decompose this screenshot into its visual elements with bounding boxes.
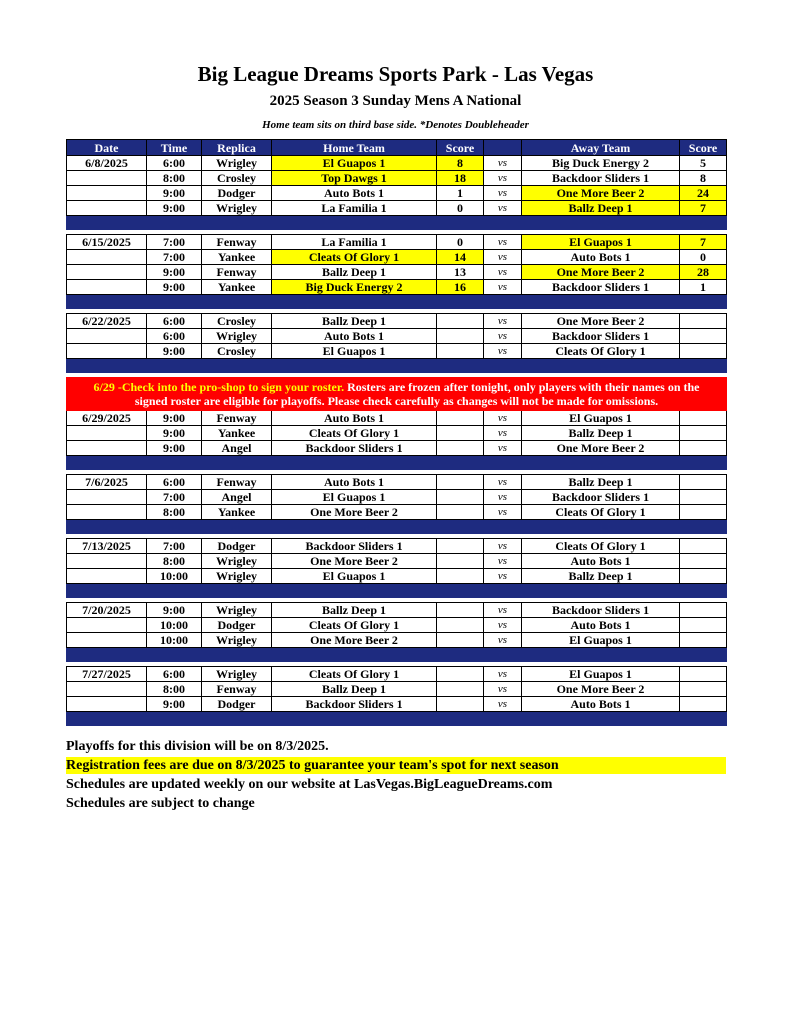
away-score-cell: 1: [680, 280, 727, 295]
game-row: [67, 411, 727, 426]
date-cell: [67, 633, 147, 648]
time-cell: 9:00: [147, 265, 202, 280]
time-cell: 8:00: [147, 171, 202, 186]
vs-cell: vs: [484, 441, 522, 456]
away-score-cell: 7: [680, 201, 727, 216]
replica-cell: Yankee: [202, 280, 272, 295]
game-row: [67, 265, 727, 280]
time-cell: 7:00: [147, 539, 202, 554]
date-cell: [67, 280, 147, 295]
game-row: [67, 667, 727, 682]
game-row: [67, 314, 727, 329]
date-cell: [67, 171, 147, 186]
replica-cell: Wrigley: [202, 569, 272, 584]
home-score-cell: [437, 426, 484, 441]
away-team-cell: Auto Bots 1: [522, 250, 680, 265]
game-row: [67, 344, 727, 359]
vs-cell: vs: [484, 554, 522, 569]
vs-cell: vs: [484, 171, 522, 186]
away-team-cell: Big Duck Energy 2: [522, 156, 680, 171]
document-header: [0, 0, 791, 132]
date-cell: [67, 505, 147, 520]
roster-notice-body: Rosters are frozen after tonight, only players with their names on the signed roster are eligible for playoffs. Please check carefully as changes will not be made for omissions.: [134, 380, 700, 408]
subject-to-change-note: Schedules are subject to change: [66, 795, 255, 811]
home-team-cell: Ballz Deep 1: [272, 682, 437, 697]
date-cell: 6/29/2025: [67, 411, 147, 426]
home-score-cell: 18: [437, 171, 484, 186]
time-cell: 6:00: [147, 329, 202, 344]
game-row: [67, 554, 727, 569]
time-cell: 7:00: [147, 250, 202, 265]
replica-cell: Fenway: [202, 265, 272, 280]
replica-cell: Wrigley: [202, 201, 272, 216]
game-row: [67, 603, 727, 618]
time-cell: 7:00: [147, 490, 202, 505]
vs-cell: vs: [484, 505, 522, 520]
game-row: [67, 633, 727, 648]
week-separator: [67, 359, 727, 373]
schedule-table: [66, 139, 727, 731]
vs-cell: vs: [484, 250, 522, 265]
time-cell: 9:00: [147, 201, 202, 216]
home-score-cell: [437, 411, 484, 426]
time-cell: 9:00: [147, 603, 202, 618]
away-score-cell: [680, 539, 727, 554]
vs-cell: vs: [484, 682, 522, 697]
time-cell: 8:00: [147, 682, 202, 697]
away-score-cell: [680, 441, 727, 456]
date-cell: [67, 265, 147, 280]
replica-cell: Yankee: [202, 505, 272, 520]
away-team-cell: One More Beer 2: [522, 314, 680, 329]
home-team-cell: Auto Bots 1: [272, 186, 437, 201]
game-row: [67, 441, 727, 456]
time-cell: 9:00: [147, 344, 202, 359]
date-cell: [67, 201, 147, 216]
vs-cell: vs: [484, 697, 522, 712]
game-row: [67, 505, 727, 520]
home-score-cell: 13: [437, 265, 484, 280]
vs-cell: vs: [484, 667, 522, 682]
time-cell: 6:00: [147, 475, 202, 490]
home-team-cell: La Familia 1: [272, 235, 437, 250]
home-team-cell: Top Dawgs 1: [272, 171, 437, 186]
replica-cell: Yankee: [202, 250, 272, 265]
vs-cell: vs: [484, 490, 522, 505]
away-score-cell: 7: [680, 235, 727, 250]
date-cell: [67, 618, 147, 633]
vs-cell: vs: [484, 235, 522, 250]
home-score-cell: [437, 539, 484, 554]
time-cell: 8:00: [147, 554, 202, 569]
home-team-cell: Ballz Deep 1: [272, 314, 437, 329]
page-title: Big League Dreams Sports Park - Las Vegas: [197, 62, 594, 86]
replica-cell: Wrigley: [202, 603, 272, 618]
away-score-cell: 0: [680, 250, 727, 265]
col-header-home-team: Home Team: [272, 140, 437, 156]
date-cell: 7/20/2025: [67, 603, 147, 618]
home-score-cell: 16: [437, 280, 484, 295]
date-cell: [67, 697, 147, 712]
home-team-cell: El Guapos 1: [272, 490, 437, 505]
time-cell: 8:00: [147, 505, 202, 520]
away-team-cell: El Guapos 1: [522, 235, 680, 250]
home-team-cell: El Guapos 1: [272, 156, 437, 171]
date-cell: 6/22/2025: [67, 314, 147, 329]
time-cell: 9:00: [147, 697, 202, 712]
home-team-cell: Cleats Of Glory 1: [272, 667, 437, 682]
date-cell: [67, 329, 147, 344]
home-score-cell: [437, 505, 484, 520]
vs-cell: vs: [484, 539, 522, 554]
vs-cell: vs: [484, 280, 522, 295]
home-team-cell: La Familia 1: [272, 201, 437, 216]
date-cell: [67, 426, 147, 441]
away-score-cell: [680, 344, 727, 359]
table-header-row: [67, 140, 727, 156]
home-score-cell: [437, 344, 484, 359]
roster-notice-lead: 6/29 -Check into the pro-shop to sign your roster.: [93, 380, 345, 394]
time-cell: 9:00: [147, 186, 202, 201]
game-row: [67, 186, 727, 201]
week-separator-bar: [67, 359, 727, 373]
away-team-cell: Ballz Deep 1: [522, 426, 680, 441]
week-separator-bar: [67, 295, 727, 309]
home-team-cell: Cleats Of Glory 1: [272, 250, 437, 265]
home-score-cell: [437, 667, 484, 682]
vs-cell: vs: [484, 186, 522, 201]
replica-cell: Angel: [202, 490, 272, 505]
vs-cell: vs: [484, 603, 522, 618]
home-score-cell: [437, 697, 484, 712]
time-cell: 9:00: [147, 426, 202, 441]
home-score-cell: [437, 569, 484, 584]
row-spacer-cell: [67, 726, 727, 731]
replica-cell: Crosley: [202, 171, 272, 186]
date-cell: [67, 569, 147, 584]
away-score-cell: [680, 490, 727, 505]
game-row: [67, 475, 727, 490]
home-score-cell: 8: [437, 156, 484, 171]
time-cell: 6:00: [147, 314, 202, 329]
home-team-cell: Auto Bots 1: [272, 329, 437, 344]
date-cell: [67, 250, 147, 265]
game-row: [67, 618, 727, 633]
time-cell: 10:00: [147, 618, 202, 633]
home-team-cell: Big Duck Energy 2: [272, 280, 437, 295]
replica-cell: Dodger: [202, 697, 272, 712]
replica-cell: Dodger: [202, 539, 272, 554]
game-row: [67, 682, 727, 697]
home-score-cell: [437, 554, 484, 569]
game-row: [67, 201, 727, 216]
game-row: [67, 697, 727, 712]
replica-cell: Wrigley: [202, 554, 272, 569]
away-team-cell: One More Beer 2: [522, 682, 680, 697]
vs-cell: vs: [484, 265, 522, 280]
away-team-cell: El Guapos 1: [522, 411, 680, 426]
schedule-table-body: [67, 156, 727, 731]
away-score-cell: [680, 667, 727, 682]
away-team-cell: One More Beer 2: [522, 441, 680, 456]
away-team-cell: Ballz Deep 1: [522, 569, 680, 584]
home-score-cell: [437, 314, 484, 329]
game-row: [67, 280, 727, 295]
home-score-cell: [437, 682, 484, 697]
replica-cell: Angel: [202, 441, 272, 456]
vs-cell: vs: [484, 411, 522, 426]
col-header-home-score: Score: [437, 140, 484, 156]
home-team-cell: El Guapos 1: [272, 569, 437, 584]
home-score-cell: [437, 490, 484, 505]
time-cell: 6:00: [147, 156, 202, 171]
away-team-cell: Backdoor Sliders 1: [522, 490, 680, 505]
home-score-cell: [437, 475, 484, 490]
date-cell: [67, 344, 147, 359]
home-team-cell: Backdoor Sliders 1: [272, 697, 437, 712]
replica-cell: Crosley: [202, 344, 272, 359]
date-cell: [67, 186, 147, 201]
replica-cell: Wrigley: [202, 633, 272, 648]
home-team-cell: One More Beer 2: [272, 633, 437, 648]
away-score-cell: [680, 475, 727, 490]
away-score-cell: [680, 682, 727, 697]
home-team-cell: Auto Bots 1: [272, 475, 437, 490]
game-row: [67, 235, 727, 250]
away-score-cell: 28: [680, 265, 727, 280]
home-team-cell: Auto Bots 1: [272, 411, 437, 426]
home-team-cell: El Guapos 1: [272, 344, 437, 359]
home-team-cell: Cleats Of Glory 1: [272, 426, 437, 441]
away-score-cell: [680, 603, 727, 618]
week-separator: [67, 712, 727, 726]
replica-cell: Fenway: [202, 682, 272, 697]
away-score-cell: [680, 505, 727, 520]
vs-cell: vs: [484, 426, 522, 441]
registration-note: Registration fees are due on 8/3/2025 to guarantee your team's spot for next season: [66, 757, 726, 774]
vs-cell: vs: [484, 201, 522, 216]
away-team-cell: Cleats Of Glory 1: [522, 539, 680, 554]
vs-cell: vs: [484, 475, 522, 490]
home-team-cell: Backdoor Sliders 1: [272, 441, 437, 456]
page-subtitle: 2025 Season 3 Sunday Mens A National: [269, 93, 522, 109]
home-score-cell: [437, 441, 484, 456]
week-separator-bar: [67, 712, 727, 726]
date-cell: [67, 490, 147, 505]
away-score-cell: [680, 618, 727, 633]
playoffs-note: Playoffs for this division will be on 8/3/2025.: [66, 738, 329, 754]
home-score-cell: 1: [437, 186, 484, 201]
game-row: [67, 171, 727, 186]
week-separator-bar: [67, 216, 727, 230]
replica-cell: Wrigley: [202, 667, 272, 682]
away-team-cell: One More Beer 2: [522, 186, 680, 201]
away-score-cell: [680, 633, 727, 648]
time-cell: 7:00: [147, 235, 202, 250]
replica-cell: Wrigley: [202, 329, 272, 344]
game-row: [67, 329, 727, 344]
col-header-away-team: Away Team: [522, 140, 680, 156]
week-separator: [67, 584, 727, 598]
away-score-cell: 5: [680, 156, 727, 171]
away-team-cell: Auto Bots 1: [522, 554, 680, 569]
away-score-cell: [680, 554, 727, 569]
footer: [66, 738, 726, 812]
date-cell: [67, 554, 147, 569]
replica-cell: Yankee: [202, 426, 272, 441]
time-cell: 9:00: [147, 441, 202, 456]
date-cell: 6/8/2025: [67, 156, 147, 171]
home-team-cell: Ballz Deep 1: [272, 603, 437, 618]
home-score-cell: [437, 633, 484, 648]
vs-cell: vs: [484, 329, 522, 344]
away-score-cell: [680, 329, 727, 344]
home-score-cell: [437, 603, 484, 618]
vs-cell: vs: [484, 156, 522, 171]
replica-cell: Crosley: [202, 314, 272, 329]
time-cell: 6:00: [147, 667, 202, 682]
vs-cell: vs: [484, 618, 522, 633]
home-team-cell: Cleats Of Glory 1: [272, 618, 437, 633]
away-score-cell: [680, 426, 727, 441]
col-header-away-score: Score: [680, 140, 727, 156]
home-team-cell: Ballz Deep 1: [272, 265, 437, 280]
vs-cell: vs: [484, 633, 522, 648]
away-team-cell: Backdoor Sliders 1: [522, 603, 680, 618]
game-row: [67, 539, 727, 554]
week-separator-bar: [67, 648, 727, 662]
roster-notice-row: [67, 378, 727, 411]
time-cell: 9:00: [147, 411, 202, 426]
date-cell: 7/27/2025: [67, 667, 147, 682]
vs-cell: vs: [484, 569, 522, 584]
roster-notice-cell: [67, 378, 727, 411]
col-header-date: Date: [67, 140, 147, 156]
replica-cell: Wrigley: [202, 156, 272, 171]
week-separator: [67, 456, 727, 470]
vs-cell: vs: [484, 344, 522, 359]
week-separator: [67, 295, 727, 309]
date-cell: 7/6/2025: [67, 475, 147, 490]
home-team-cell: One More Beer 2: [272, 505, 437, 520]
away-team-cell: Ballz Deep 1: [522, 475, 680, 490]
time-cell: 10:00: [147, 633, 202, 648]
game-row: [67, 156, 727, 171]
away-team-cell: Backdoor Sliders 1: [522, 171, 680, 186]
week-separator: [67, 520, 727, 534]
date-cell: 7/13/2025: [67, 539, 147, 554]
away-team-cell: Cleats Of Glory 1: [522, 505, 680, 520]
row-spacer: [67, 726, 727, 731]
home-score-cell: 0: [437, 235, 484, 250]
week-separator-bar: [67, 584, 727, 598]
home-score-cell: 0: [437, 201, 484, 216]
week-separator: [67, 216, 727, 230]
game-row: [67, 250, 727, 265]
away-team-cell: One More Beer 2: [522, 265, 680, 280]
away-score-cell: 8: [680, 171, 727, 186]
replica-cell: Fenway: [202, 235, 272, 250]
away-score-cell: [680, 697, 727, 712]
away-team-cell: Backdoor Sliders 1: [522, 280, 680, 295]
time-cell: 9:00: [147, 280, 202, 295]
home-team-cell: Backdoor Sliders 1: [272, 539, 437, 554]
home-team-cell: One More Beer 2: [272, 554, 437, 569]
date-cell: 6/15/2025: [67, 235, 147, 250]
date-cell: [67, 441, 147, 456]
replica-cell: Fenway: [202, 475, 272, 490]
game-row: [67, 426, 727, 441]
week-separator: [67, 648, 727, 662]
col-header-replica: Replica: [202, 140, 272, 156]
away-team-cell: El Guapos 1: [522, 633, 680, 648]
away-score-cell: [680, 569, 727, 584]
website-note: Schedules are updated weekly on our website at LasVegas.BigLeagueDreams.com: [66, 776, 553, 792]
week-separator-bar: [67, 456, 727, 470]
home-score-cell: [437, 329, 484, 344]
replica-cell: Dodger: [202, 186, 272, 201]
time-cell: 10:00: [147, 569, 202, 584]
col-header-time: Time: [147, 140, 202, 156]
away-team-cell: Cleats Of Glory 1: [522, 344, 680, 359]
date-cell: [67, 682, 147, 697]
away-score-cell: [680, 411, 727, 426]
away-team-cell: Auto Bots 1: [522, 697, 680, 712]
away-score-cell: 24: [680, 186, 727, 201]
home-score-cell: [437, 618, 484, 633]
col-header-vs: [484, 140, 522, 156]
replica-cell: Dodger: [202, 618, 272, 633]
game-row: [67, 569, 727, 584]
home-score-cell: 14: [437, 250, 484, 265]
replica-cell: Fenway: [202, 411, 272, 426]
week-separator-bar: [67, 520, 727, 534]
away-team-cell: El Guapos 1: [522, 667, 680, 682]
away-team-cell: Backdoor Sliders 1: [522, 329, 680, 344]
vs-cell: vs: [484, 314, 522, 329]
away-team-cell: Ballz Deep 1: [522, 201, 680, 216]
away-score-cell: [680, 314, 727, 329]
game-row: [67, 490, 727, 505]
away-team-cell: Auto Bots 1: [522, 618, 680, 633]
home-team-note: Home team sits on third base side. *Denotes Doubleheader: [262, 119, 529, 131]
